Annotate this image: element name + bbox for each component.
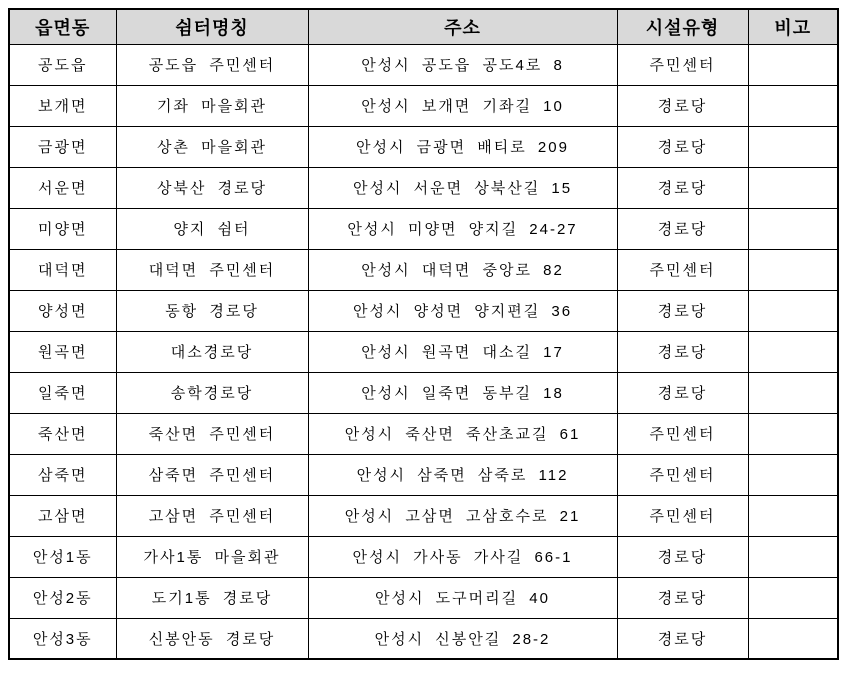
table-row xyxy=(9,577,838,618)
cell-facility-type: 경로당 xyxy=(617,85,748,126)
header-facility-type: 시설유형 xyxy=(617,9,748,44)
cell-note xyxy=(748,454,838,495)
cell-district: 보개면 xyxy=(9,85,116,126)
cell-shelter-name: 송학경로당 xyxy=(116,372,308,413)
cell-shelter-name: 가사1통 마을회관 xyxy=(116,536,308,577)
cell-note xyxy=(748,495,838,536)
cell-facility-type: 경로당 xyxy=(617,618,748,659)
cell-shelter-name: 대소경로당 xyxy=(116,331,308,372)
cell-district: 서운면 xyxy=(9,167,116,208)
table-row xyxy=(9,126,838,167)
cell-address: 안성시 미양면 양지길 24-27 xyxy=(308,208,617,249)
cell-facility-type: 주민센터 xyxy=(617,249,748,290)
cell-district: 원곡면 xyxy=(9,331,116,372)
cell-facility-type: 경로당 xyxy=(617,372,748,413)
cell-note xyxy=(748,536,838,577)
cell-district: 일죽면 xyxy=(9,372,116,413)
cell-shelter-name: 신봉안동 경로당 xyxy=(116,618,308,659)
cell-facility-type: 경로당 xyxy=(617,208,748,249)
cell-note xyxy=(748,290,838,331)
cell-address: 안성시 일죽면 동부길 18 xyxy=(308,372,617,413)
cell-address: 안성시 원곡면 대소길 17 xyxy=(308,331,617,372)
cell-shelter-name: 고삼면 주민센터 xyxy=(116,495,308,536)
cell-facility-type: 경로당 xyxy=(617,167,748,208)
cell-facility-type: 주민센터 xyxy=(617,413,748,454)
cell-shelter-name: 공도읍 주민센터 xyxy=(116,44,308,85)
cell-note xyxy=(748,167,838,208)
cell-address: 안성시 서운면 상북산길 15 xyxy=(308,167,617,208)
cell-note xyxy=(748,126,838,167)
cell-district: 안성1동 xyxy=(9,536,116,577)
cell-district: 대덕면 xyxy=(9,249,116,290)
cell-note xyxy=(748,577,838,618)
table-row xyxy=(9,249,838,290)
cell-note xyxy=(748,44,838,85)
cell-facility-type: 경로당 xyxy=(617,126,748,167)
header-note: 비고 xyxy=(748,9,838,44)
cell-shelter-name: 기좌 마을회관 xyxy=(116,85,308,126)
cell-shelter-name: 동항 경로당 xyxy=(116,290,308,331)
table-row xyxy=(9,85,838,126)
cell-note xyxy=(748,413,838,454)
cell-address: 안성시 죽산면 죽산초교길 61 xyxy=(308,413,617,454)
header-address: 주소 xyxy=(308,9,617,44)
cell-note xyxy=(748,208,838,249)
cell-district: 공도읍 xyxy=(9,44,116,85)
cell-facility-type: 경로당 xyxy=(617,331,748,372)
cell-district: 금광면 xyxy=(9,126,116,167)
cell-facility-type: 주민센터 xyxy=(617,495,748,536)
cell-note xyxy=(748,249,838,290)
header-district: 읍면동 xyxy=(9,9,116,44)
cell-address: 안성시 고삼면 고삼호수로 21 xyxy=(308,495,617,536)
cell-shelter-name: 양지 쉼터 xyxy=(116,208,308,249)
table-row xyxy=(9,536,838,577)
table-row xyxy=(9,331,838,372)
cell-address: 안성시 도구머리길 40 xyxy=(308,577,617,618)
cell-district: 고삼면 xyxy=(9,495,116,536)
cell-district: 안성2동 xyxy=(9,577,116,618)
cell-address: 안성시 삼죽면 삼죽로 112 xyxy=(308,454,617,495)
cell-address: 안성시 신봉안길 28-2 xyxy=(308,618,617,659)
cell-district: 죽산면 xyxy=(9,413,116,454)
cell-note xyxy=(748,85,838,126)
cell-district: 삼죽면 xyxy=(9,454,116,495)
cell-facility-type: 주민센터 xyxy=(617,454,748,495)
cell-shelter-name: 상북산 경로당 xyxy=(116,167,308,208)
cell-district: 안성3동 xyxy=(9,618,116,659)
cell-district: 미양면 xyxy=(9,208,116,249)
cell-address: 안성시 금광면 배티로 209 xyxy=(308,126,617,167)
table-row xyxy=(9,208,838,249)
cell-note xyxy=(748,618,838,659)
cell-shelter-name: 상촌 마을회관 xyxy=(116,126,308,167)
table-row xyxy=(9,618,838,659)
table-row xyxy=(9,372,838,413)
cell-shelter-name: 삼죽면 주민센터 xyxy=(116,454,308,495)
cell-facility-type: 주민센터 xyxy=(617,44,748,85)
cell-note xyxy=(748,372,838,413)
cell-address: 안성시 보개면 기좌길 10 xyxy=(308,85,617,126)
header-shelter-name: 쉼터명칭 xyxy=(116,9,308,44)
cell-district: 양성면 xyxy=(9,290,116,331)
cell-facility-type: 경로당 xyxy=(617,577,748,618)
cell-note xyxy=(748,331,838,372)
cell-shelter-name: 죽산면 주민센터 xyxy=(116,413,308,454)
table-row xyxy=(9,454,838,495)
cell-facility-type: 경로당 xyxy=(617,536,748,577)
cell-address: 안성시 가사동 가사길 66-1 xyxy=(308,536,617,577)
table-row xyxy=(9,44,838,85)
table-row xyxy=(9,495,838,536)
table-row xyxy=(9,290,838,331)
cell-address: 안성시 양성면 양지편길 36 xyxy=(308,290,617,331)
cell-shelter-name: 대덕면 주민센터 xyxy=(116,249,308,290)
cell-address: 안성시 공도읍 공도4로 8 xyxy=(308,44,617,85)
table-row xyxy=(9,413,838,454)
table-row xyxy=(9,167,838,208)
shelter-table xyxy=(8,8,839,660)
cell-facility-type: 경로당 xyxy=(617,290,748,331)
table-header-row xyxy=(9,9,838,44)
cell-address: 안성시 대덕면 중앙로 82 xyxy=(308,249,617,290)
cell-shelter-name: 도기1통 경로당 xyxy=(116,577,308,618)
